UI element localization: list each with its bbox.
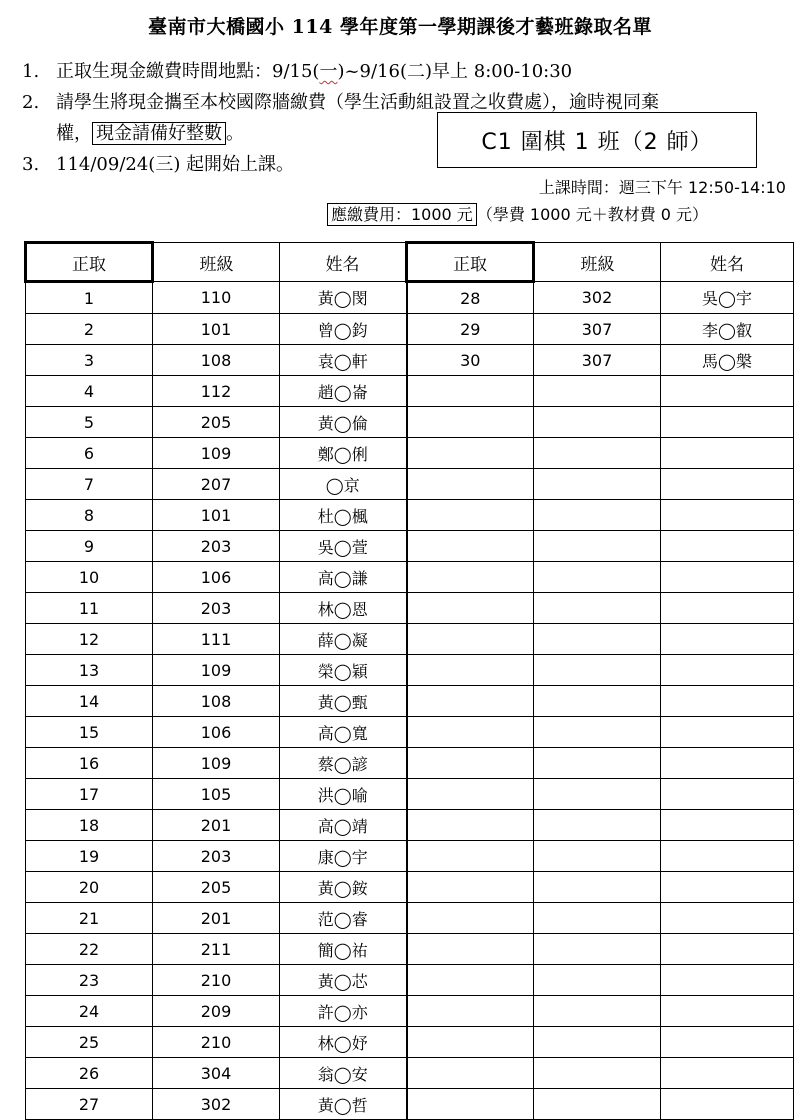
cell-rank: 29 (407, 314, 534, 345)
note-2-text-d: 。 (226, 123, 244, 144)
cell-class (534, 717, 661, 748)
cell-name: 黃◯甄 (280, 686, 407, 717)
cell-class (534, 872, 661, 903)
table-header-row (26, 243, 794, 282)
cell-name (661, 810, 794, 841)
cell-class (534, 376, 661, 407)
cell-name (661, 376, 794, 407)
cell-rank: 12 (26, 624, 153, 655)
note-2-boxed-text: 現金請備好整數 (92, 122, 226, 145)
cell-name (661, 841, 794, 872)
cell-class: 108 (153, 345, 280, 376)
cell-class: 203 (153, 531, 280, 562)
cell-rank: 1 (26, 282, 153, 314)
table-row (26, 996, 794, 1027)
cell-name: 曾◯鈞 (280, 314, 407, 345)
cell-rank (407, 438, 534, 469)
cell-name (661, 624, 794, 655)
cell-rank (407, 500, 534, 531)
header-class-2: 班級 (534, 243, 661, 282)
cell-name (661, 748, 794, 779)
cell-name (661, 934, 794, 965)
cell-name (661, 1089, 794, 1120)
cell-class (534, 903, 661, 934)
cell-name: ◯京 (280, 469, 407, 500)
header-class: 班級 (153, 243, 280, 282)
cell-class: 101 (153, 314, 280, 345)
cell-rank (407, 872, 534, 903)
cell-class: 111 (153, 624, 280, 655)
note-2-text-b: 權， (56, 123, 92, 144)
cell-class (534, 779, 661, 810)
cell-rank: 19 (26, 841, 153, 872)
cell-rank (407, 624, 534, 655)
cell-rank: 14 (26, 686, 153, 717)
cell-name (661, 655, 794, 686)
cell-name (661, 686, 794, 717)
cell-name: 簡◯祐 (280, 934, 407, 965)
cell-rank: 7 (26, 469, 153, 500)
cell-name (661, 500, 794, 531)
cell-name: 林◯恩 (280, 593, 407, 624)
cell-rank (407, 1027, 534, 1058)
table-row (26, 469, 794, 500)
cell-rank: 25 (26, 1027, 153, 1058)
cell-class (534, 934, 661, 965)
cell-name: 鄭◯俐 (280, 438, 407, 469)
cell-name: 黃◯芯 (280, 965, 407, 996)
cell-rank: 10 (26, 562, 153, 593)
cell-rank (407, 562, 534, 593)
cell-name (661, 407, 794, 438)
cell-rank (407, 748, 534, 779)
table-row (26, 376, 794, 407)
header-rank-2: 正取 (407, 243, 534, 282)
cell-name: 黃◯哲 (280, 1089, 407, 1120)
cell-rank: 27 (26, 1089, 153, 1120)
cell-name: 薛◯凝 (280, 624, 407, 655)
cell-rank: 28 (407, 282, 534, 314)
cell-class: 201 (153, 810, 280, 841)
cell-class: 203 (153, 841, 280, 872)
cell-rank: 26 (26, 1058, 153, 1089)
cell-class (534, 593, 661, 624)
table-row (26, 593, 794, 624)
cell-class: 302 (153, 1089, 280, 1120)
cell-rank: 30 (407, 345, 534, 376)
note-3-number: 3. (22, 154, 40, 175)
cell-class: 105 (153, 779, 280, 810)
cell-rank (407, 1058, 534, 1089)
admission-table (24, 241, 794, 1120)
cell-rank: 15 (26, 717, 153, 748)
cell-name: 范◯睿 (280, 903, 407, 934)
cell-name: 袁◯軒 (280, 345, 407, 376)
cell-class: 210 (153, 965, 280, 996)
cell-name: 杜◯楓 (280, 500, 407, 531)
cell-rank (407, 965, 534, 996)
class-time: 上課時間：週三下午 12:50-14:10 (538, 178, 786, 197)
cell-class: 302 (534, 282, 661, 314)
page-title: 臺南市大橋國小 114 學年度第一學期課後才藝班錄取名單 (148, 16, 652, 38)
table-row (26, 562, 794, 593)
cell-class: 205 (153, 872, 280, 903)
cell-name: 吳◯萱 (280, 531, 407, 562)
cell-class (534, 500, 661, 531)
cell-name (661, 965, 794, 996)
cell-name (661, 717, 794, 748)
note-1-number: 1. (22, 61, 40, 82)
table-row (26, 903, 794, 934)
cell-name (661, 779, 794, 810)
cell-rank (407, 779, 534, 810)
cell-class: 101 (153, 500, 280, 531)
cell-rank: 9 (26, 531, 153, 562)
cell-rank: 17 (26, 779, 153, 810)
cell-class: 210 (153, 1027, 280, 1058)
cell-class: 106 (153, 562, 280, 593)
cell-rank (407, 717, 534, 748)
cell-rank: 18 (26, 810, 153, 841)
fee-line (327, 202, 708, 225)
cell-rank (407, 996, 534, 1027)
table-row (26, 531, 794, 562)
cell-class: 307 (534, 314, 661, 345)
cell-rank (407, 407, 534, 438)
cell-name: 林◯妤 (280, 1027, 407, 1058)
cell-class: 304 (153, 1058, 280, 1089)
cell-class (534, 407, 661, 438)
cell-name: 黃◯銨 (280, 872, 407, 903)
table-row (26, 748, 794, 779)
cell-rank: 20 (26, 872, 153, 903)
note-2-number: 2. (22, 92, 40, 113)
cell-name: 高◯靖 (280, 810, 407, 841)
cell-rank: 24 (26, 996, 153, 1027)
table-row (26, 1089, 794, 1120)
table-row (26, 841, 794, 872)
table-row (26, 934, 794, 965)
cell-rank: 3 (26, 345, 153, 376)
cell-class (534, 996, 661, 1027)
cell-name (661, 1058, 794, 1089)
header-rank: 正取 (26, 243, 153, 282)
cell-class (534, 438, 661, 469)
table-row (26, 686, 794, 717)
cell-class (534, 965, 661, 996)
cell-name (661, 469, 794, 500)
cell-rank (407, 810, 534, 841)
cell-name (661, 438, 794, 469)
cell-rank (407, 593, 534, 624)
cell-name: 康◯宇 (280, 841, 407, 872)
fee-detail: （學費 1000 元＋教材費 0 元） (476, 205, 709, 224)
cell-name (661, 531, 794, 562)
cell-class: 207 (153, 469, 280, 500)
cell-class (534, 810, 661, 841)
cell-rank: 13 (26, 655, 153, 686)
cell-name: 高◯寬 (280, 717, 407, 748)
table-row (26, 1027, 794, 1058)
note-1-text-a: 正取生現金繳費時間地點：9/15( (56, 61, 320, 82)
cell-name: 高◯謙 (280, 562, 407, 593)
table-row (26, 624, 794, 655)
cell-class: 201 (153, 903, 280, 934)
cell-class (534, 748, 661, 779)
cell-name (661, 903, 794, 934)
header-name-2: 姓名 (661, 243, 794, 282)
cell-rank (407, 841, 534, 872)
cell-class (534, 531, 661, 562)
cell-name (661, 872, 794, 903)
cell-rank (407, 376, 534, 407)
cell-class (534, 841, 661, 872)
table-row (26, 655, 794, 686)
cell-class: 108 (153, 686, 280, 717)
cell-name (661, 996, 794, 1027)
cell-name: 許◯亦 (280, 996, 407, 1027)
cell-class: 109 (153, 655, 280, 686)
table-row (26, 965, 794, 996)
cell-class: 211 (153, 934, 280, 965)
cell-rank: 23 (26, 965, 153, 996)
cell-rank: 21 (26, 903, 153, 934)
cell-rank (407, 1089, 534, 1120)
cell-name: 吳◯宇 (661, 282, 794, 314)
cell-name: 趙◯崙 (280, 376, 407, 407)
cell-rank: 8 (26, 500, 153, 531)
note-1-text-c: )~9/16(二)早上 8:00-10:30 (337, 61, 573, 82)
cell-name (661, 562, 794, 593)
cell-rank (407, 903, 534, 934)
note-2-text-a: 請學生將現金攜至本校國際牆繳費（學生活動組設置之收費處），逾時視同棄 (56, 92, 659, 113)
cell-name: 蔡◯諺 (280, 748, 407, 779)
cell-name: 黃◯倫 (280, 407, 407, 438)
table-row (26, 1058, 794, 1089)
cell-class (534, 469, 661, 500)
cell-class: 307 (534, 345, 661, 376)
cell-class (534, 624, 661, 655)
fee-amount: 應繳費用：1000 元 (327, 203, 477, 226)
cell-rank (407, 934, 534, 965)
cell-class (534, 655, 661, 686)
cell-class: 110 (153, 282, 280, 314)
cell-name: 馬◯槃 (661, 345, 794, 376)
table-row (26, 282, 794, 314)
class-name-box: C1 圍棋 1 班（2 師） (437, 112, 757, 168)
cell-class: 112 (153, 376, 280, 407)
cell-class (534, 1027, 661, 1058)
table-row (26, 438, 794, 469)
cell-rank (407, 531, 534, 562)
cell-name (661, 593, 794, 624)
cell-name: 李◯叡 (661, 314, 794, 345)
cell-name: 榮◯穎 (280, 655, 407, 686)
cell-rank: 22 (26, 934, 153, 965)
cell-rank: 5 (26, 407, 153, 438)
cell-name: 洪◯喻 (280, 779, 407, 810)
cell-class: 109 (153, 748, 280, 779)
cell-name: 黃◯閔 (280, 282, 407, 314)
table-row (26, 345, 794, 376)
note-3-text: 114/09/24(三) 起開始上課。 (56, 154, 295, 175)
note-1-text-b: 一 (319, 61, 338, 82)
cell-rank (407, 686, 534, 717)
cell-rank: 16 (26, 748, 153, 779)
cell-class: 109 (153, 438, 280, 469)
cell-rank (407, 655, 534, 686)
table-row (26, 407, 794, 438)
cell-class: 205 (153, 407, 280, 438)
table-row (26, 500, 794, 531)
table-row (26, 779, 794, 810)
cell-class: 203 (153, 593, 280, 624)
table-row (26, 872, 794, 903)
table-row (26, 810, 794, 841)
cell-rank (407, 469, 534, 500)
table-row (26, 314, 794, 345)
table-row (26, 717, 794, 748)
cell-rank: 11 (26, 593, 153, 624)
note-1 (22, 56, 659, 87)
cell-name: 翁◯安 (280, 1058, 407, 1089)
header-name: 姓名 (280, 243, 407, 282)
cell-class (534, 562, 661, 593)
cell-rank: 2 (26, 314, 153, 345)
cell-class (534, 1058, 661, 1089)
cell-rank: 4 (26, 376, 153, 407)
cell-rank: 6 (26, 438, 153, 469)
cell-class: 106 (153, 717, 280, 748)
cell-class (534, 686, 661, 717)
cell-class (534, 1089, 661, 1120)
cell-class: 209 (153, 996, 280, 1027)
cell-name (661, 1027, 794, 1058)
